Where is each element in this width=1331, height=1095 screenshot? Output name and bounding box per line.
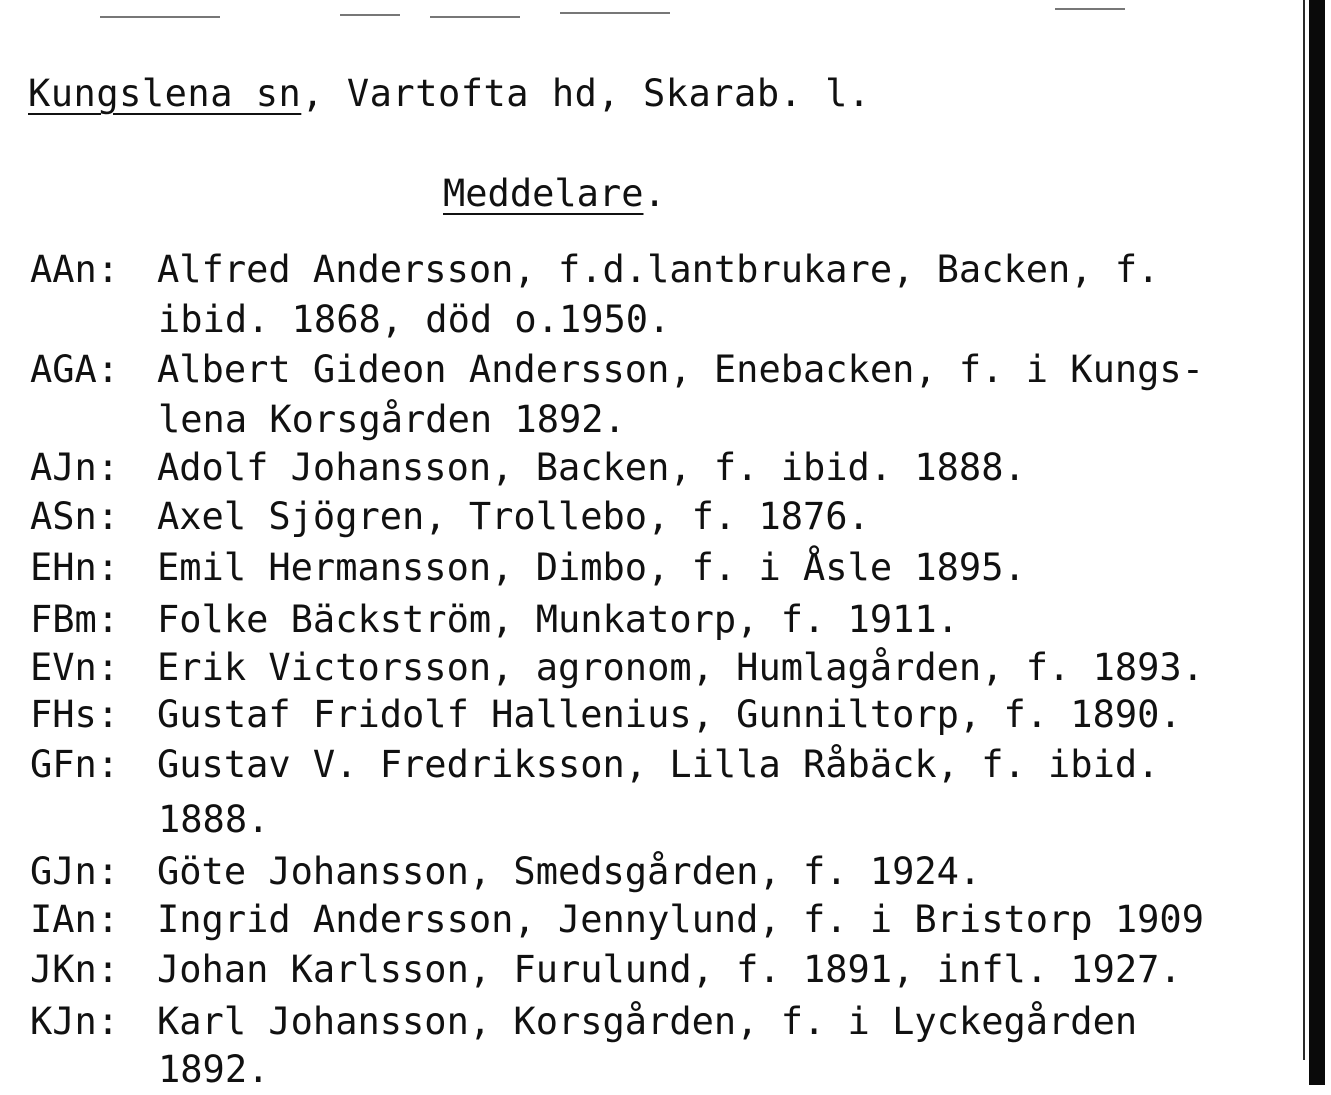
informant-text-cont: 1892.: [158, 1048, 270, 1091]
informant-code: KJn:: [30, 1000, 120, 1043]
informant-text: Karl Johansson, Korsgården, f. i Lyckegården: [157, 1000, 1138, 1043]
informant-entry: [30, 443, 1026, 493]
informant-text: Folke Bäckström, Munkatorp, f. 1911.: [157, 598, 959, 641]
informant-entry: [30, 945, 1182, 995]
scan-speck: [430, 16, 520, 18]
informant-text: Alfred Andersson, f.d.lantbrukare, Backen, f.: [157, 248, 1160, 291]
informant-entry: [30, 740, 1159, 790]
informant-text: Emil Hermansson, Dimbo, f. i Åsle 1895.: [157, 546, 1026, 589]
section-title-suffix: .: [643, 172, 666, 215]
informant-text: Gustav V. Fredriksson, Lilla Råbäck, f. ibid.: [157, 743, 1160, 786]
scan-speck: [560, 12, 670, 14]
informant-code: IAn:: [30, 898, 120, 941]
informant-text-cont: ibid. 1868, död o.1950.: [158, 298, 671, 341]
card-heading: [28, 72, 871, 115]
informant-code: AJn:: [30, 446, 120, 489]
section-title-label: Meddelare: [443, 172, 644, 215]
informant-entry: [30, 895, 1204, 945]
section-title: [443, 172, 666, 215]
informant-code: ASn:: [30, 495, 120, 538]
informant-code: EVn:: [30, 646, 120, 689]
informant-entry: [30, 245, 1159, 295]
informant-entry: [30, 543, 1026, 593]
informant-text: Johan Karlsson, Furulund, f. 1891, infl. 1927.: [157, 948, 1182, 991]
card-edge-shadow: [1309, 0, 1325, 1085]
card-edge-line: [1303, 0, 1305, 1060]
parish-name: Kungslena sn: [28, 72, 302, 115]
informant-entry: [30, 595, 959, 645]
scan-speck: [100, 16, 220, 18]
informant-code: EHn:: [30, 546, 120, 589]
informant-text-cont: 1888.: [158, 798, 270, 841]
informant-text: Axel Sjögren, Trollebo, f. 1876.: [157, 495, 870, 538]
scan-speck: [1055, 8, 1125, 10]
informant-text: Albert Gideon Andersson, Enebacken, f. i Kungs-: [157, 348, 1204, 391]
informant-code: GJn:: [30, 850, 120, 893]
informant-entry: [30, 847, 981, 897]
informant-code: AGA:: [30, 348, 120, 391]
scan-speck: [340, 14, 400, 16]
district-county: , Vartofta hd, Skarab. l.: [301, 72, 871, 115]
informant-text-cont: lena Korsgården 1892.: [158, 398, 626, 441]
informant-text: Gustaf Fridolf Hallenius, Gunniltorp, f. 1890.: [157, 693, 1182, 736]
informant-entry: [30, 643, 1204, 693]
informant-code: JKn:: [30, 948, 120, 991]
informant-code: GFn:: [30, 743, 120, 786]
informant-text: Erik Victorsson, agronom, Humlagården, f. 1893.: [157, 646, 1204, 689]
informant-entry: [30, 345, 1204, 395]
informant-entry: [30, 492, 870, 542]
informant-text: Ingrid Andersson, Jennylund, f. i Bristorp 1909: [157, 898, 1204, 941]
informant-text: Göte Johansson, Smedsgården, f. 1924.: [157, 850, 982, 893]
informant-code: FBm:: [30, 598, 120, 641]
informant-entry: [30, 997, 1137, 1047]
informant-code: FHs:: [30, 693, 120, 736]
informant-code: AAn:: [30, 248, 120, 291]
informant-text: Adolf Johansson, Backen, f. ibid. 1888.: [157, 446, 1026, 489]
informant-entry: [30, 690, 1182, 740]
